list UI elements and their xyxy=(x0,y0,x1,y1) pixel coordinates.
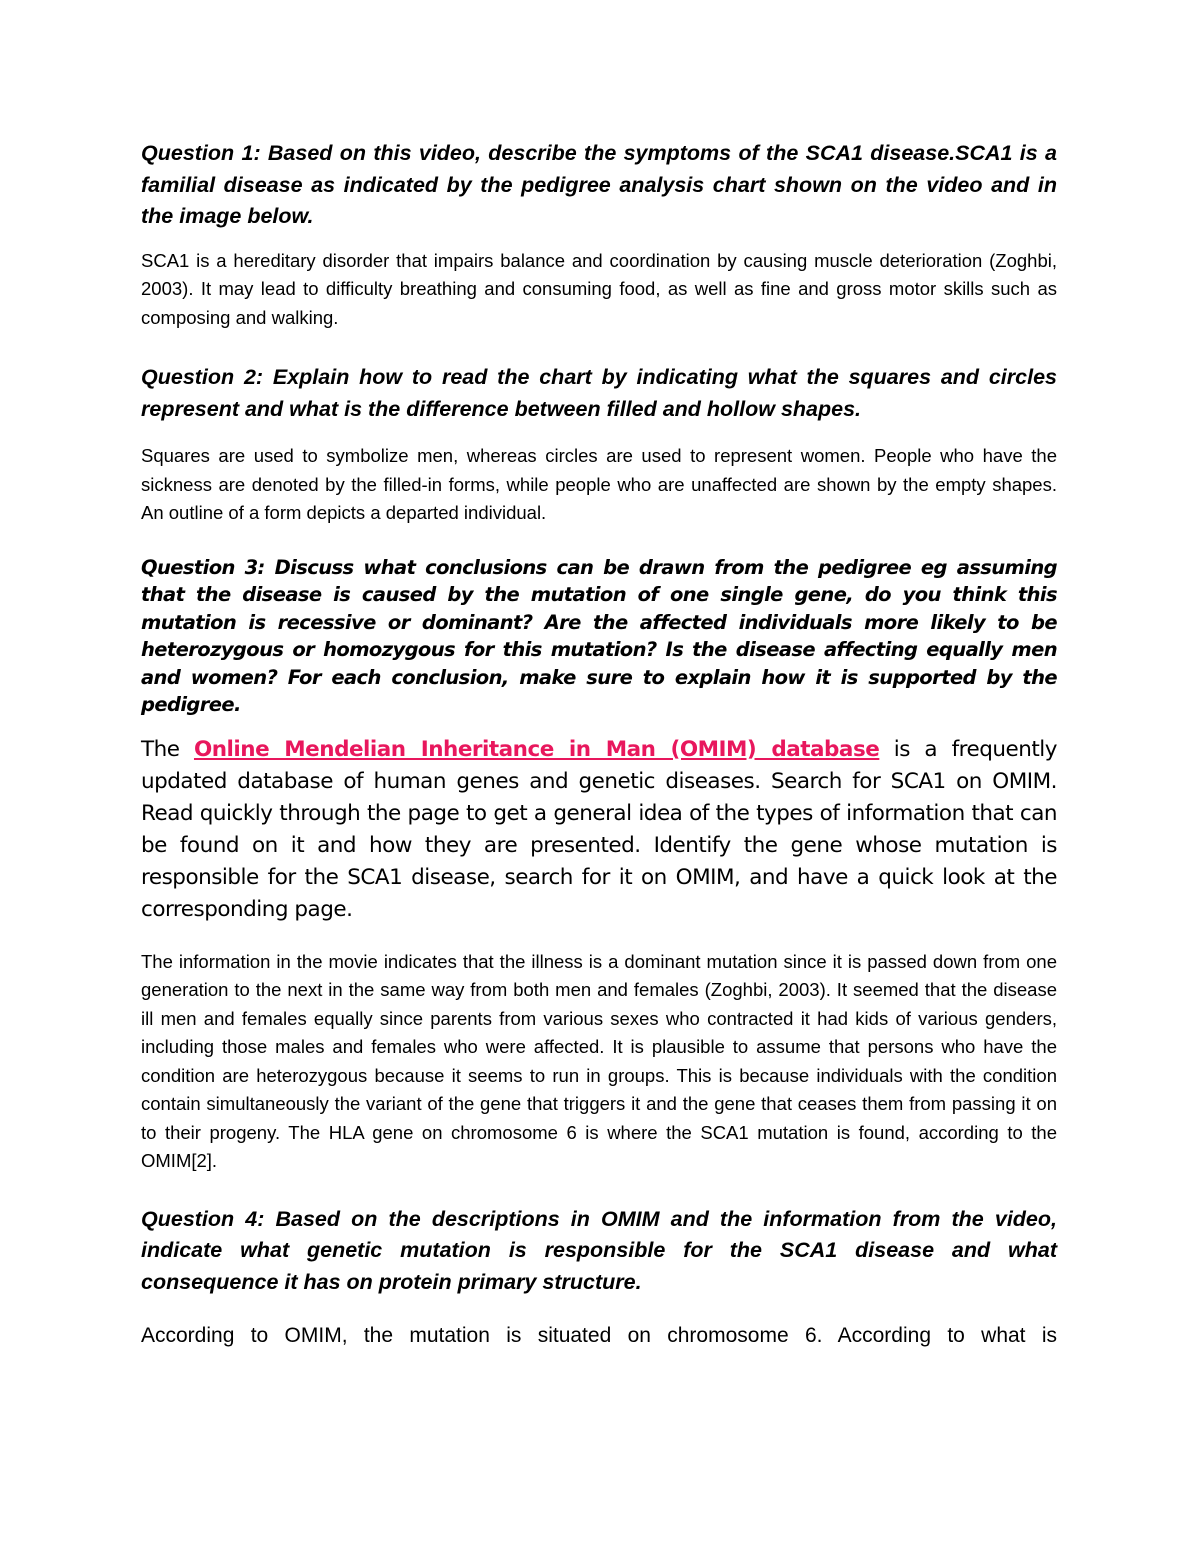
answer-3: The information in the movie indicates that the illness is a dominant mutation since it is passed down from one generation to the next in the same way from both men and females (Zoghbi, 2003). It seemed that the disease ill men and females equally since parents from various sexes who contracted it had kids of various genders, including those males and females who were affected. It is plausible to assume that persons who have the condition are heterozygous because it seems to run in groups. This is because individuals with the condition contain simultaneously the variant of the gene that triggers it and the gene that ceases them from passing it on to their progeny. The HLA gene on chromosome 6 is where the SCA1 mutation is found, according to the OMIM[2]. xyxy=(141,950,1057,1171)
answer-1: SCA1 is a hereditary disorder that impairs balance and coordination by causing muscle deterioration (Zoghbi, 2003). It may lead to difficulty breathing and consuming food, as well as fine and gross motor skills such as composing and walking. xyxy=(141,249,1057,328)
omim-instructions xyxy=(141,734,1057,926)
omim-intro: The xyxy=(141,736,180,762)
question-2: Question 2: Explain how to read the chart by indicating what the squares and circles represent and what is the difference between filled and hollow shapes. xyxy=(141,365,1057,421)
answer-4: According to OMIM, the mutation is situated on chromosome 6. According to what is xyxy=(141,1324,1057,1347)
question-4: Question 4: Based on the descriptions in OMIM and the information from the video, indicate what genetic mutation is responsible for the SCA1 disease and what consequence it has on protein primary structure. xyxy=(141,1206,1057,1294)
document-page xyxy=(141,138,1057,1352)
question-1: Question 1: Based on this video, describe the symptoms of the SCA1 disease.SCA1 is a familial disease as indicated by the pedigree analysis chart shown on the video and in the image below. xyxy=(141,141,1057,228)
question-3: Question 3: Discuss what conclusions can be drawn from the pedigree eg assuming that the disease is caused by the mutation of one single gene, do you think this mutation is recessive or dominant? Are the affected individuals more likely to be heterozygous or homozygous for this mutation? Is the disease affecting equally men and women? For each conclusion, make sure to explain how it is supported by the pedigree. xyxy=(141,555,1057,716)
omim-database-link[interactable]: Online Mendelian Inheritance in Man (OMIM) database xyxy=(193,736,880,762)
omim-rest: is a frequently updated database of human genes and genetic diseases. Search for SCA1 on OMIM. Read quickly through the page to get a general idea of the types of information that can be found on it and how they are presented. Identify the gene whose mutation is responsible for the SCA1 disease, search for it on OMIM, and have a quick look at the corresponding page. xyxy=(141,736,1057,922)
answer-2: Squares are used to symbolize men, whereas circles are used to represent women. People who have the sickness are denoted by the filled-in forms, while people who are unaffected are shown by the empty shapes. An outline of a form depicts a departed individual. xyxy=(141,445,1057,523)
